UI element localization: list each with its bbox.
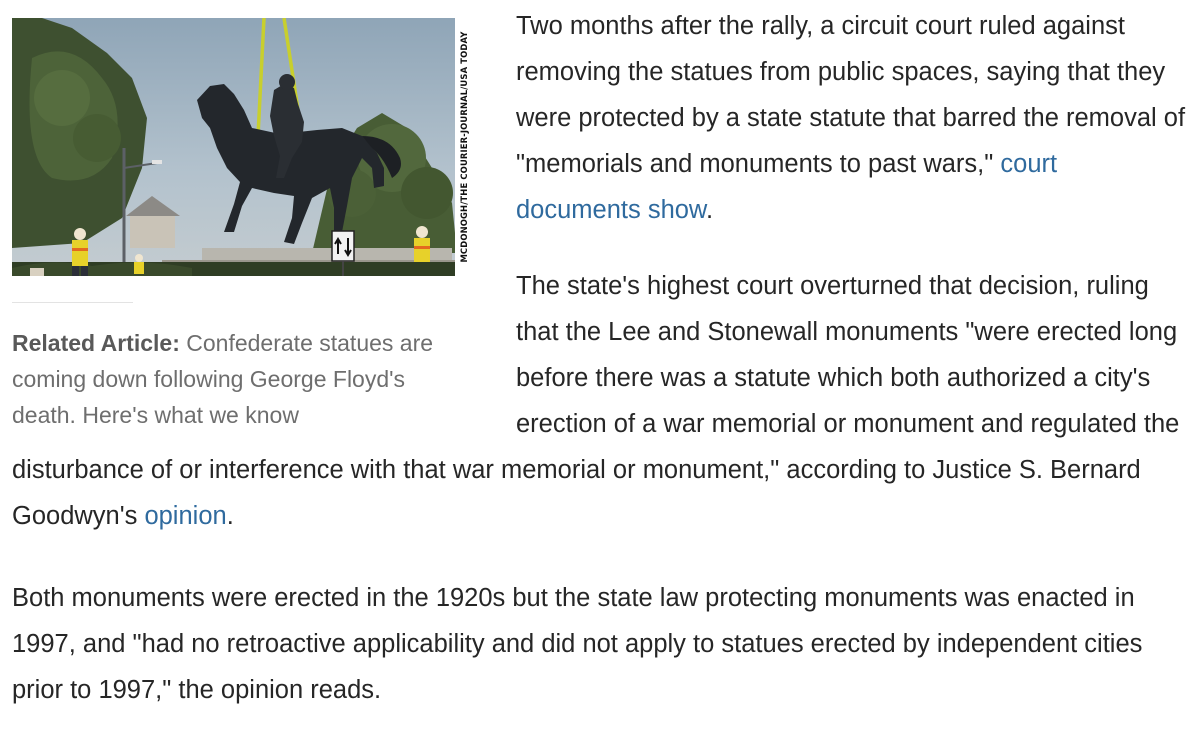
paragraph-1-end: .	[705, 196, 714, 224]
paragraph-state-law: Both monuments were erected in the 1920s but the state law protecting monuments was enacted in 1997, and "had no retroactive applicability and did not apply to statues erected by independent cities prior to 1997," the opinion reads.	[12, 584, 1143, 704]
paragraph-2-end: .	[226, 502, 234, 530]
statue-removal-photo	[12, 18, 472, 276]
related-article-label: Related Article:	[12, 330, 180, 356]
related-article-caption	[12, 325, 472, 433]
paragraph-2-text: The state's highest court overturned that decision, ruling that the Lee and Stonewall monuments "were erected long before there was a statute which both authorized a city's erection of a war memorial or monument and regulated the disturbance of or interference with that war memorial or monument," according to Justice S. Bernard Goodwyn's	[12, 272, 1180, 530]
court-documents-link[interactable]: court documents show	[516, 150, 1058, 224]
article-body	[12, 0, 1188, 713]
photo-credit: MCDONOGH/THE COURIER-JOURNAL/USA TODAY	[455, 18, 472, 276]
related-article-link[interactable]: Confederate statues are coming down following George Floyd's death. Here's what we know	[12, 330, 434, 428]
related-divider	[12, 302, 133, 303]
paragraph-1-text: Two months after the rally, a circuit court ruled against removing the statues from public spaces, saying that they were protected by a state statute that barred the removal of "memorials and monuments to past wars,"	[516, 12, 1186, 178]
related-article-module	[12, 18, 472, 433]
opinion-link[interactable]: opinion	[144, 502, 227, 530]
related-article-image[interactable]	[12, 18, 472, 276]
